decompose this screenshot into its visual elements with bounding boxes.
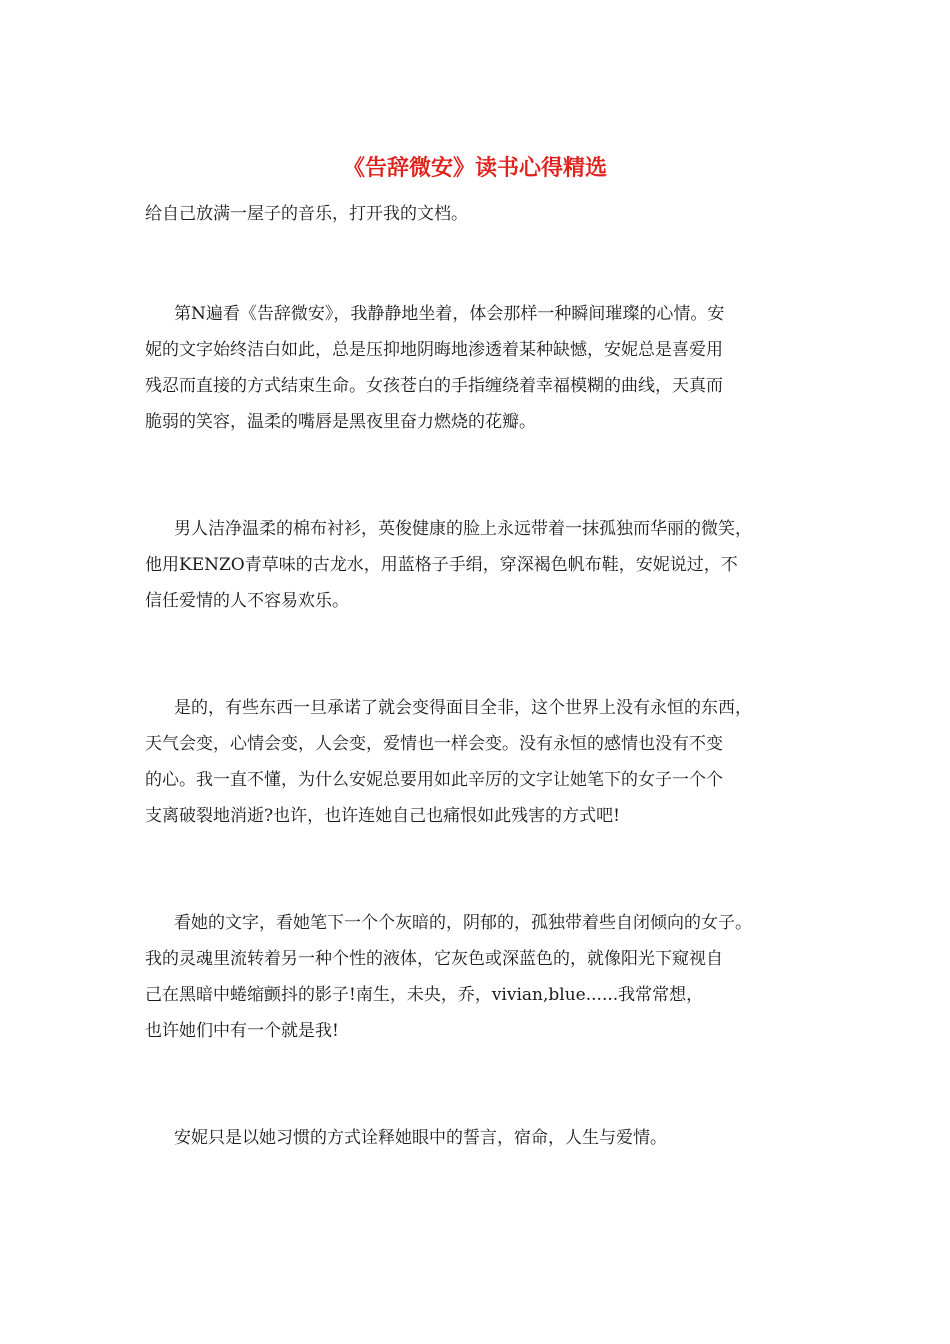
paragraph-line: 安妮只是以她习惯的方式诠释她眼中的誓言，宿命，人生与爱情。 [174,1128,667,1148]
paragraph-line: 第N遍看《告辞微安》，我静静地坐着，体会那样一种瞬间璀璨的心情。安 [174,304,725,324]
paragraph-line: 是的，有些东西一旦承诺了就会变得面目全非，这个世界上没有永恒的东西， [174,698,752,718]
paragraph-line: 他用KENZO青草味的古龙水，用蓝格子手绢，穿深褐色帆布鞋，安妮说过，不 [145,555,738,575]
paragraph-man [145,511,815,619]
paragraph-line: 我的灵魂里流转着另一种个性的液体，它灰色或深蓝色的，就像阳光下窥视自 [145,949,723,969]
paragraph-line: 信任爱情的人不容易欢乐。 [145,591,349,611]
document-title: 《告辞微安》读书心得精选 [342,156,607,181]
paragraph-line: 天气会变，心情会变，人会变，爱情也一样会变。没有永恒的感情也没有不变 [145,734,723,754]
paragraph-line: 也许她们中有一个就是我! [145,1021,339,1041]
paragraph-intro [145,196,815,232]
paragraph-line: 支离破裂地消逝?也许，也许连她自己也痛恨如此残害的方式吧! [145,806,620,826]
paragraph-line: 给自己放满一屋子的音乐，打开我的文档。 [145,204,468,224]
paragraph-line: 的心。我一直不懂，为什么安妮总要用如此辛厉的文字让她笔下的女子一个个 [145,770,723,790]
paragraph-soul [145,905,815,1049]
paragraph-line: 妮的文字始终洁白如此，总是压抑地阴晦地渗透着某种缺憾，安妮总是喜爱用 [145,340,723,360]
paragraph-line: 男人洁净温柔的棉布衬衫，英俊健康的脸上永远带着一抹孤独而华丽的微笑， [174,519,752,539]
paragraph-line: 己在黑暗中蜷缩颤抖的影子!南生，未央，乔，vivian,blue......我常常想， [145,985,704,1005]
paragraph-line: 残忍而直接的方式结束生命。女孩苍白的手指缠绕着幸福模糊的曲线，天真而 [145,376,723,396]
paragraph-rereading [145,296,815,440]
paragraph-conclusion [145,1120,815,1156]
paragraph-line: 看她的文字，看她笔下一个个灰暗的，阴郁的，孤独带着些自闭倾向的女子。 [174,913,752,933]
paragraph-line: 脆弱的笑容，温柔的嘴唇是黑夜里奋力燃烧的花瓣。 [145,412,536,432]
paragraph-change [145,690,815,834]
